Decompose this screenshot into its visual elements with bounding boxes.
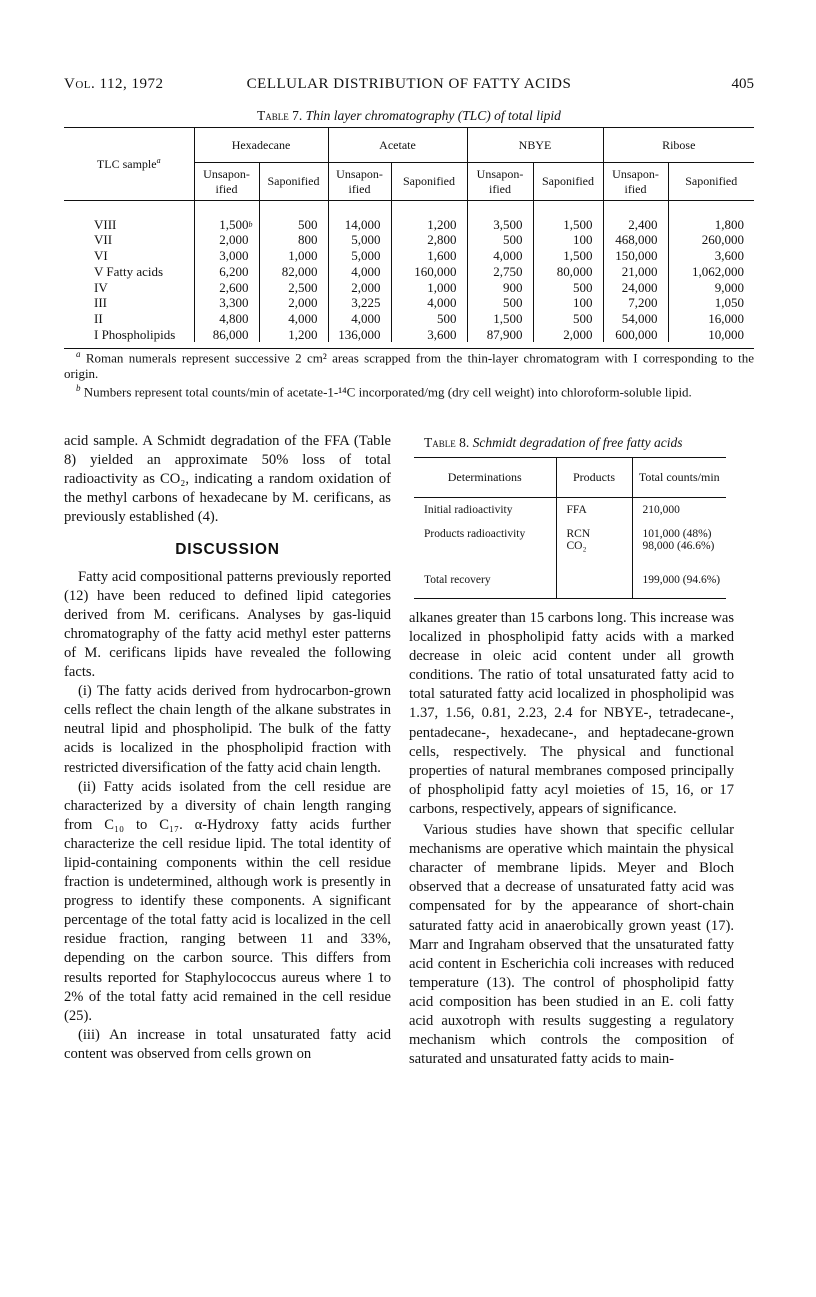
table-cell: 800 bbox=[259, 232, 328, 248]
counts-cell: 199,000 (94.6%) bbox=[632, 574, 726, 598]
table7-footnote-b: $^b$ Numbers represent total counts/min of acetate-1-¹⁴C incorporated/mg (dry cell weight) into chloroform-soluble lipid. bbox=[76, 383, 692, 400]
right-column bbox=[409, 609, 734, 1069]
table-cell: 5,000 bbox=[328, 248, 391, 264]
table-cell: 4,000 bbox=[467, 248, 533, 264]
tlc-sample-label: V Fatty acids bbox=[94, 263, 164, 279]
journal-volume: Vol. 112, 1972 bbox=[64, 76, 164, 92]
table-cell: 2,000 bbox=[533, 327, 603, 343]
left-intro-paragraph: acid sample. A Schmidt degradation of the FFA (Table 8) yielded an approximate 50% loss of total radioactivity as CO₂, indicating a random oxidation of the methyl carbons of hexadecane by M. cerificans, as previously established (4). bbox=[64, 433, 391, 526]
table7-caption bbox=[64, 108, 754, 124]
counts-cell: 210,000 bbox=[632, 504, 726, 528]
table-cell: 3,000 bbox=[194, 248, 259, 264]
table-row bbox=[64, 264, 754, 280]
table-row bbox=[414, 504, 726, 528]
table-cell: 160,000 bbox=[391, 264, 467, 280]
table-cell: 4,800 bbox=[194, 311, 259, 327]
determination-cell: Products radioactivity bbox=[424, 528, 526, 540]
paragraph: (iii) An increase in total unsaturated fatty acid content was observed from cells grown on bbox=[64, 1026, 391, 1062]
table-row bbox=[64, 280, 754, 296]
tlc-sample-header: TLC sample$^a$ bbox=[64, 128, 194, 201]
table-cell: 24,000 bbox=[603, 280, 668, 296]
products-cell: FFA bbox=[556, 504, 632, 528]
table-cell: 2,500 bbox=[259, 280, 328, 296]
determination-cell: Initial radioactivity bbox=[424, 504, 513, 516]
table-cell: 86,000 bbox=[194, 327, 259, 343]
table-cell: 500 bbox=[467, 232, 533, 248]
paragraph: Various studies have shown that specific cellular mechanisms are operative which maintain the physical character of membrane lipids. Meyer and Bloch observed that a decrease of unsaturated fatty acid was compensated for by the appearance of short-chain saturated fatty acid in anaerobically grown yeast (17). Marr and Ingraham observed that the unsaturated fatty acid content in Escherichia coli increases with reduced temperature (13). The control of phospholipid fatty acid composition has been studied in an E. coli fatty acid auxotroph with results suggesting a regulatory mechanism which controls the composition of saturated and unsaturated fatty acids to main- bbox=[409, 822, 734, 1068]
table-cell: 7,200 bbox=[603, 295, 668, 311]
table-cell: 500 bbox=[533, 280, 603, 296]
table-cell: 3,600 bbox=[391, 327, 467, 343]
products-cell: RCN CO₂ bbox=[556, 528, 632, 574]
table-cell: 4,000 bbox=[328, 311, 391, 327]
paragraph: (i) The fatty acids derived from hydrocarbon-grown cells reflect the chain length of the alkane substrates in neutral lipid and phospholipid. The bulk of the fatty acids is localized in the phospholipid fraction with restricted diversification of the fatty acid chain length. bbox=[64, 683, 391, 776]
table-cell: 2,600 bbox=[194, 280, 259, 296]
table-cell: 2,800 bbox=[391, 232, 467, 248]
table-cell: 14,000 bbox=[328, 217, 391, 233]
tlc-sample-label: VIII bbox=[94, 216, 117, 232]
group-header: Ribose bbox=[603, 128, 754, 163]
table-row bbox=[414, 528, 726, 574]
table8 bbox=[414, 457, 726, 599]
table-cell: 3,225 bbox=[328, 295, 391, 311]
saponified-subheader: Saponified bbox=[391, 163, 467, 201]
table-cell: 150,000 bbox=[603, 248, 668, 264]
table-cell: 1,000 bbox=[391, 280, 467, 296]
group-header: NBYE bbox=[467, 128, 603, 163]
table-row bbox=[64, 327, 754, 343]
table-cell: 10,000 bbox=[668, 327, 754, 343]
table-cell: 1,500 bbox=[533, 217, 603, 233]
table-cell: 500 bbox=[533, 311, 603, 327]
table-cell: 6,200 bbox=[194, 264, 259, 280]
table-cell: 9,000 bbox=[668, 280, 754, 296]
table-cell: 4,000 bbox=[328, 264, 391, 280]
running-title: CELLULAR DISTRIBUTION OF FATTY ACIDS bbox=[246, 76, 572, 92]
table-cell: 2,000 bbox=[194, 232, 259, 248]
total-counts-header: Total counts/min bbox=[632, 458, 726, 498]
table-cell: 500 bbox=[467, 295, 533, 311]
table-row bbox=[64, 248, 754, 264]
tlc-sample-label: I Phospholipids bbox=[94, 326, 176, 342]
table-cell: 1,050 bbox=[668, 295, 754, 311]
table-cell: 82,000 bbox=[259, 264, 328, 280]
products-cell bbox=[556, 574, 632, 598]
table8-caption bbox=[424, 435, 744, 451]
table-cell: 900 bbox=[467, 280, 533, 296]
table-cell: 260,000 bbox=[668, 232, 754, 248]
determination-cell: Total recovery bbox=[424, 574, 491, 586]
unsaponified-subheader: Unsapon- ified bbox=[328, 163, 391, 201]
group-header: Acetate bbox=[328, 128, 467, 163]
unsaponified-subheader: Unsapon- ified bbox=[467, 163, 533, 201]
table-cell: 3,300 bbox=[194, 295, 259, 311]
table-cell: 3,500 bbox=[467, 217, 533, 233]
table-cell: 100 bbox=[533, 232, 603, 248]
table-cell: 4,000 bbox=[391, 295, 467, 311]
table7-label: Table 7. bbox=[257, 108, 303, 123]
table-cell: 4,000 bbox=[259, 311, 328, 327]
table-cell: 5,000 bbox=[328, 232, 391, 248]
table-cell: 16,000 bbox=[668, 311, 754, 327]
table-cell: 500 bbox=[391, 311, 467, 327]
tlc-sample-label: VII bbox=[94, 232, 113, 248]
table-cell: 1,200 bbox=[259, 327, 328, 343]
products-header: Products bbox=[556, 458, 632, 498]
table-cell: 1,800 bbox=[668, 217, 754, 233]
paragraph: alkanes greater than 15 carbons long. This increase was localized in phospholipid fatty acids with a marked decrease in oleic acid content under all growth conditions. The ratio of total unsaturated fatty acid to total saturated fatty acid localized in phospholipid was 1.37, 1.56, 0.81, 2.23, 2.4 for NBYE-, tetradecane-, pentadecane-, hexadecane-, and heptadecane-grown cells, respectively. The physical and functional properties of natural membranes composed principally of phospholipid fatty acyl moieties of 15, 16, or 17 carbons, respectively, appears of significance. bbox=[409, 610, 734, 817]
table-cell: 1,500 bbox=[467, 311, 533, 327]
table-cell: 54,000 bbox=[603, 311, 668, 327]
table7-title: Thin layer chromatography (TLC) of total lipid bbox=[305, 108, 561, 123]
table8-title: Schmidt degradation of free fatty acids bbox=[472, 435, 683, 450]
table-cell: 1,200 bbox=[391, 217, 467, 233]
table-cell: 1,000 bbox=[259, 248, 328, 264]
paragraph: Fatty acid compositional patterns previously reported (12) have been reduced to defined lipid categories derived from M. cerificans. Analyses by gas-liquid chromatography of the fatty acid methyl ester patterns of M. cerificans lipids have revealed the following facts. bbox=[64, 568, 391, 681]
table-cell: 1,600 bbox=[391, 248, 467, 264]
saponified-subheader: Saponified bbox=[533, 163, 603, 201]
table-row bbox=[64, 217, 754, 233]
left-column bbox=[64, 432, 391, 1064]
tlc-sample-label: III bbox=[94, 295, 107, 311]
table-row bbox=[414, 574, 726, 598]
table-cell: 100 bbox=[533, 295, 603, 311]
table-cell: 468,000 bbox=[603, 232, 668, 248]
page-number: 405 bbox=[731, 76, 754, 92]
table7-footnote-a: $^a$ Roman numerals represent successive 2 cm² areas scrapped from the thin-layer chromatogram with I corresponding to the origin. bbox=[64, 349, 754, 382]
counts-cell: 101,000 (48%) 98,000 (46.6%) bbox=[632, 528, 726, 574]
unsaponified-subheader: Unsapon- ified bbox=[194, 163, 259, 201]
saponified-subheader: Saponified bbox=[668, 163, 754, 201]
determinations-header: Determinations bbox=[447, 470, 522, 484]
table-cell: 600,000 bbox=[603, 327, 668, 343]
unsaponified-subheader: Unsapon- ified bbox=[603, 163, 668, 201]
table-cell: 80,000 bbox=[533, 264, 603, 280]
table-row bbox=[64, 232, 754, 248]
paragraph: (ii) Fatty acids isolated from the cell residue are characterized by a diversity of chain length ranging from C₁₀ to C₁₇. α-Hydroxy fatty acids further characterize the cell residue lipid. The total identity of lipid-containing components within the cell residue fraction is undetermined, although work is presently in progress to identify these components. A significant percentage of the total fatty acid is localized in the cell residue fraction, ranging between 11 and 33%, depending on the carbon source. This differs from results reported for Staphylococcus aureus where 1 to 2% of the total fatty acid remained in the cell residue (25). bbox=[64, 778, 391, 1024]
table-cell: 500 bbox=[259, 217, 328, 233]
table-cell: 1,062,000 bbox=[668, 264, 754, 280]
saponified-subheader: Saponified bbox=[259, 163, 328, 201]
tlc-sample-label: VI bbox=[94, 248, 108, 264]
table-cell: 136,000 bbox=[328, 327, 391, 343]
table-cell: 21,000 bbox=[603, 264, 668, 280]
table-row bbox=[64, 295, 754, 311]
discussion-heading: DISCUSSION bbox=[175, 541, 280, 559]
running-head bbox=[64, 76, 754, 98]
table-cell: 1,500 bbox=[533, 248, 603, 264]
tlc-sample-label: II bbox=[94, 310, 103, 326]
table-cell: 2,400 bbox=[603, 217, 668, 233]
table-cell: 87,900 bbox=[467, 327, 533, 343]
table-cell: 2,000 bbox=[259, 295, 328, 311]
table8-label: Table 8. bbox=[424, 435, 470, 450]
table-row bbox=[64, 311, 754, 327]
table-cell: 2,750 bbox=[467, 264, 533, 280]
group-header: Hexadecane bbox=[194, 128, 328, 163]
table-cell: 3,600 bbox=[668, 248, 754, 264]
table-cell: 1,500 b bbox=[194, 217, 259, 233]
table-cell: 2,000 bbox=[328, 280, 391, 296]
tlc-sample-label: IV bbox=[94, 279, 108, 295]
table7 bbox=[64, 127, 754, 349]
